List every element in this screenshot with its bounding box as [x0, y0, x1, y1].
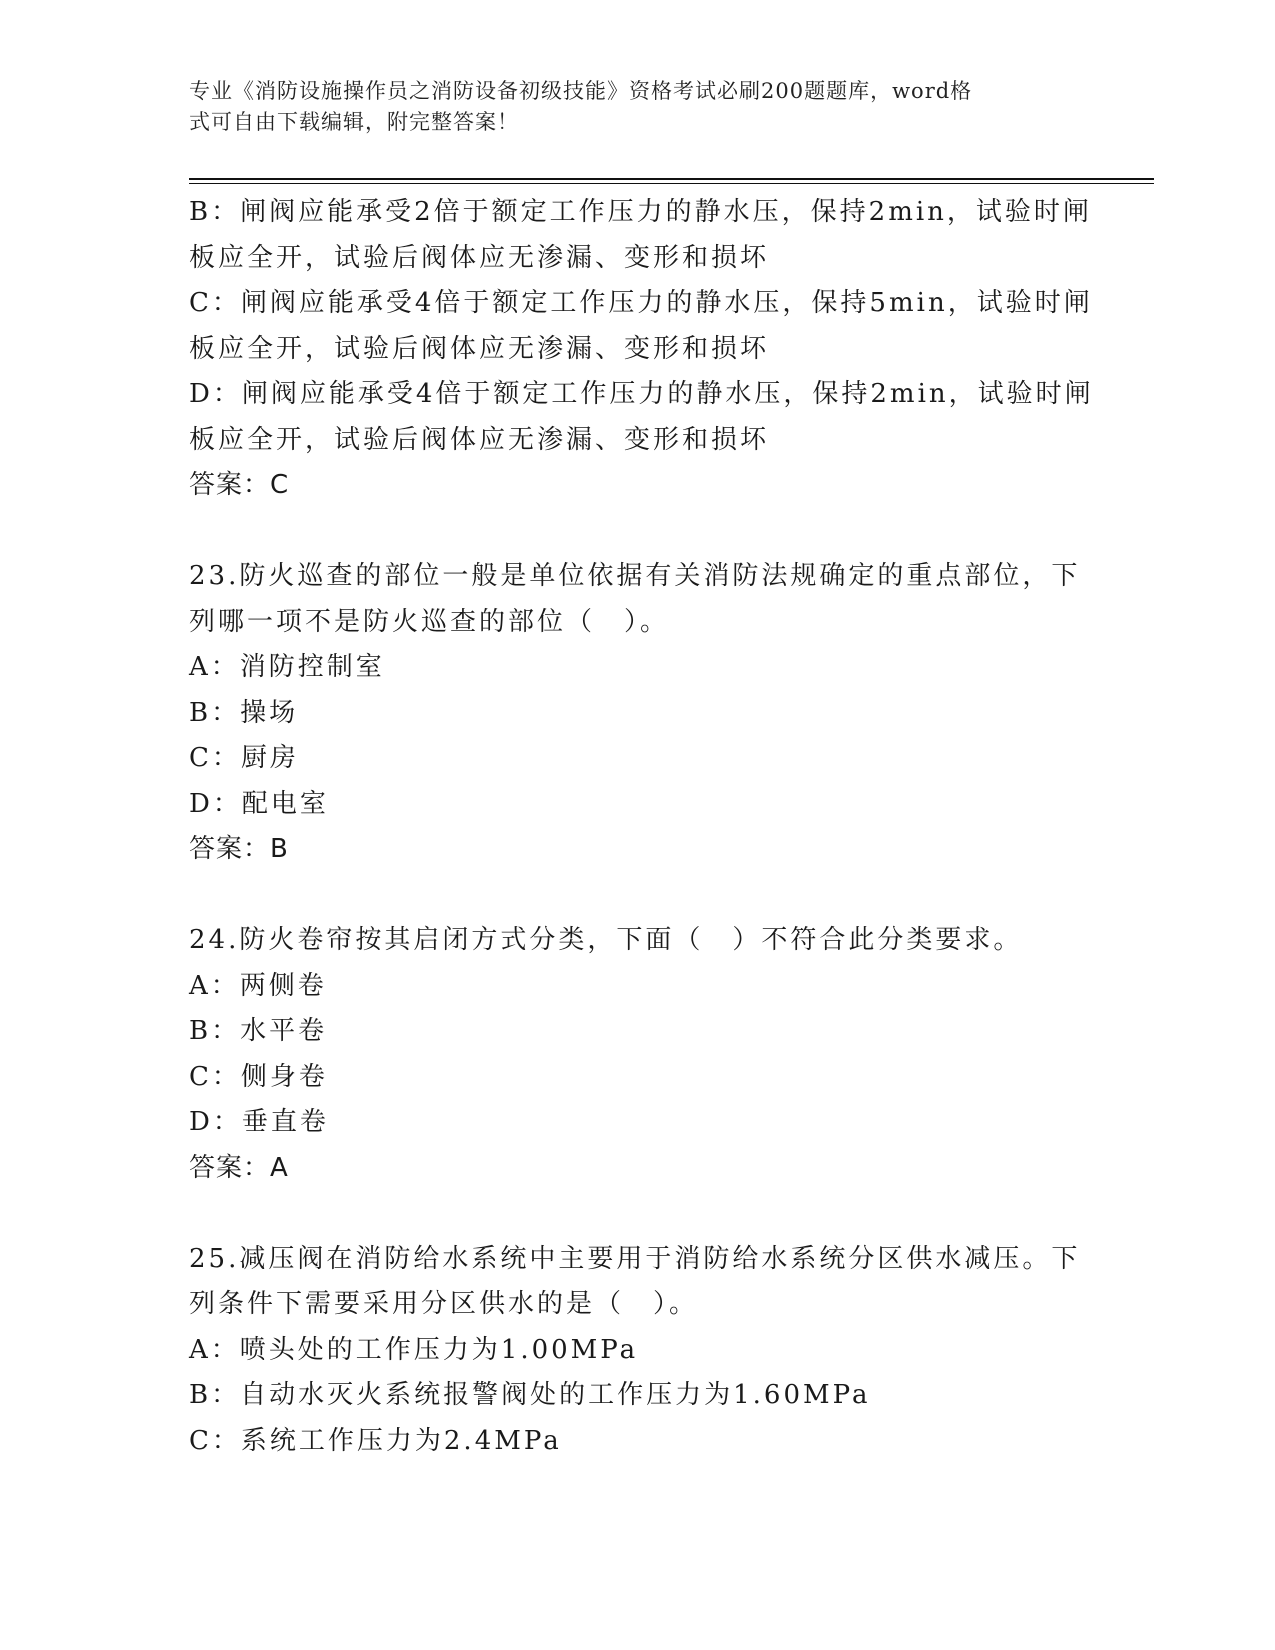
- q24-option-a: A：两侧卷: [189, 970, 327, 1001]
- q22-answer: 答案：C: [189, 470, 290, 500]
- question-24: [189, 918, 1089, 1191]
- q22-option-b-line-1: B：闸阀应能承受2倍于额定工作压力的静水压，保持2min，试验时闸: [189, 197, 1092, 227]
- spacer: [189, 509, 1089, 555]
- question-25: [189, 1237, 1089, 1465]
- question-22-tail: [189, 190, 1094, 509]
- spacer: [189, 873, 1089, 919]
- q25-stem-line-2: 列条件下需要采用分区供水的是（ ）。: [189, 1289, 699, 1319]
- q24-answer: 答案：A: [189, 1152, 289, 1183]
- header-line-1: 专业《消防设施操作员之消防设备初级技能》资格考试必刷200题题库，word格: [189, 79, 973, 103]
- q22-option-b-line-2: 板应全开，试验后阀体应无渗漏、变形和损坏: [189, 242, 770, 273]
- q25-stem-line-1: 25.减压阀在消防给水系统中主要用于消防给水系统分区供水减压。下: [189, 1243, 1081, 1274]
- header-divider-thin: [189, 183, 1154, 184]
- question-23: [189, 554, 1089, 873]
- q25-option-c: C：系统工作压力为2.4MPa: [189, 1425, 562, 1456]
- q24-option-c: C：侧身卷: [189, 1061, 328, 1092]
- q22-option-c-line-1: C：闸阀应能承受4倍于额定工作压力的静水压，保持5min，试验时闸: [189, 288, 1093, 318]
- q23-option-a: A：消防控制室: [189, 652, 385, 682]
- document-header: [189, 76, 1089, 138]
- header-line-2: 式可自由下载编辑，附完整答案！: [189, 110, 519, 134]
- q25-option-b: B：自动水灭火系统报警阀处的工作压力为1.60MPa: [189, 1380, 871, 1410]
- spacer: [189, 1191, 1089, 1237]
- q24-option-b: B：水平卷: [189, 1016, 328, 1046]
- q23-stem-line-2: 列哪一项不是防火巡查的部位（ ）。: [189, 606, 670, 637]
- q25-option-a: A：喷头处的工作压力为1.00MPa: [189, 1334, 639, 1365]
- q23-option-b: B：操场: [189, 697, 299, 728]
- question-content: [189, 190, 1094, 1464]
- q22-option-d-line-1: D：闸阀应能承受4倍于额定工作压力的静水压，保持2min，试验时闸: [189, 379, 1094, 409]
- q22-option-c-line-2: 板应全开，试验后阀体应无渗漏、变形和损坏: [189, 333, 770, 364]
- q22-option-d-line-2: 板应全开，试验后阀体应无渗漏、变形和损坏: [189, 424, 770, 455]
- q23-answer: 答案：B: [189, 834, 289, 864]
- q23-stem-line-1: 23.防火巡查的部位一般是单位依据有关消防法规确定的重点部位，下: [189, 561, 1081, 591]
- q23-option-d: D：配电室: [189, 788, 329, 819]
- header-divider-thick: [189, 178, 1154, 180]
- q24-option-d: D：垂直卷: [189, 1107, 329, 1137]
- q24-stem-line-1: 24.防火卷帘按其启闭方式分类，下面（ ）不符合此分类要求。: [189, 925, 1023, 955]
- q23-option-c: C：厨房: [189, 743, 299, 773]
